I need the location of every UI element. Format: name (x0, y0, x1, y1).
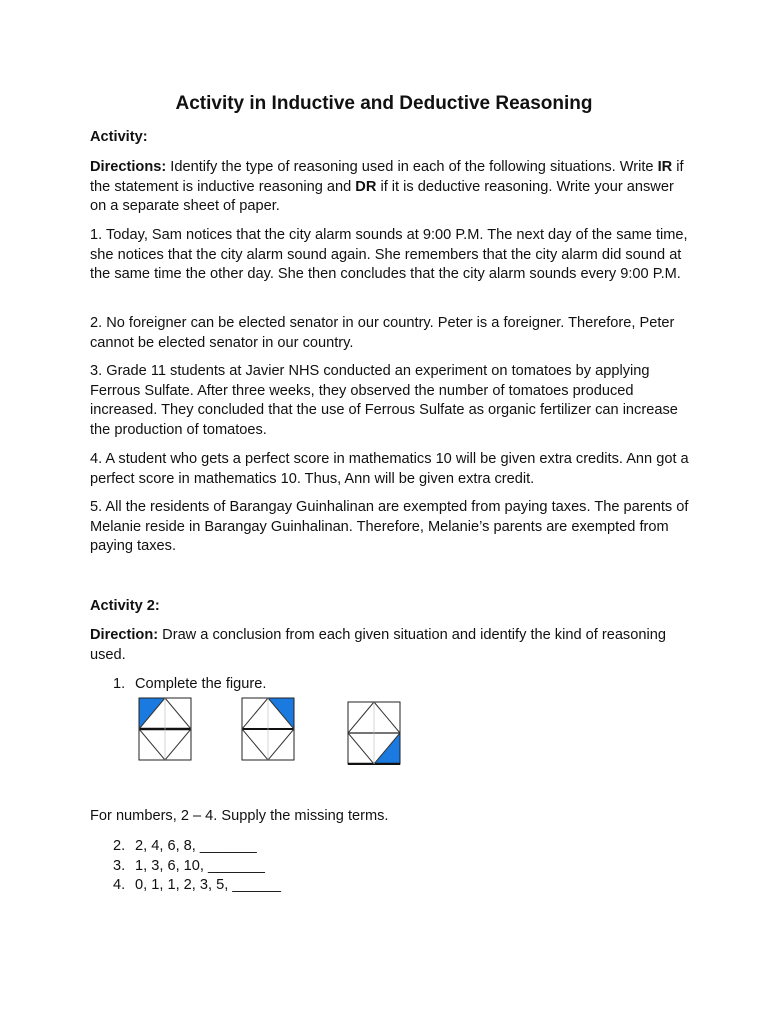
list-number: 4. (113, 877, 126, 893)
pattern-figure-1 (138, 697, 192, 761)
list-number: 1. (113, 676, 126, 692)
activity-heading: Activity: (90, 129, 148, 145)
situation-2: 2. No foreigner can be elected senator in our country. Peter is a foreigner. Therefore, Peter cannot be elected senator in our country. (90, 315, 675, 351)
directions-text-3: if it is deductive reasoning. Write your answer on a separate sheet of paper. (90, 178, 674, 215)
pattern-figure-3 (347, 701, 401, 765)
sequence-text: 1, 3, 6, 10, _______ (135, 858, 265, 874)
supply-instruction: For numbers, 2 – 4. Supply the missing terms. (90, 808, 389, 824)
direction-paragraph (90, 626, 690, 665)
dr-label: DR (355, 178, 377, 195)
sequence-text: 2, 4, 6, 8, _______ (135, 838, 257, 854)
sequence-item-3 (113, 857, 673, 877)
sequence-text: 0, 1, 1, 2, 3, 5, ______ (135, 877, 282, 893)
direction-text: Draw a conclusion from each given situation and identify the kind of reasoning used. (90, 627, 666, 663)
directions-text-1: Identify the type of reasoning used in each of the following situations. Write (166, 159, 658, 175)
directions-label: Directions: (90, 159, 167, 175)
list-number: 2. (113, 838, 126, 854)
pattern-figure-2 (241, 697, 295, 761)
situation-4: 4. A student who gets a perfect score in mathematics 10 will be given extra credits. Ann got a perfect score in mathematics 10. Thus, Ann will be given extra credit. (90, 451, 689, 487)
list-text: Complete the figure. (135, 676, 267, 692)
ir-label: IR (657, 159, 673, 175)
directions-paragraph (90, 158, 690, 217)
sequence-item-4 (113, 876, 673, 896)
activity-2-heading: Activity 2: (90, 598, 160, 614)
situation-5: 5. All the residents of Barangay Guinhalinan are exempted from paying taxes. The parents of Melanie reside in Barangay Guinhalinan. Therefore, Melanie’s parents are exempted from paying taxes. (90, 499, 689, 555)
list-number: 3. (113, 858, 126, 874)
sequence-item-2 (113, 837, 673, 857)
page-title: Activity in Inductive and Deductive Reasoning (175, 93, 593, 114)
situation-1: 1. Today, Sam notices that the city alarm sounds at 9:00 P.M. The next day of the same time, she notices that the city alarm sound again. She remembers that the city alarm did sound at the same time the other day. She then concludes that the city alarm sounds every 9:00 P.M. (90, 227, 688, 283)
directions-text-2: if the statement is inductive reasoning and (90, 159, 684, 195)
situation-3: 3. Grade 11 students at Javier NHS conducted an experiment on tomatoes by applying Ferrous Sulfate. After three weeks, they observed the number of tomatoes produced increased. They concluded that the use of Ferrous Sulfate as organic fertilizer can increase the production of tomatoes. (90, 363, 678, 438)
direction-label: Direction: (90, 627, 159, 643)
list-item-complete-figure (113, 675, 673, 695)
